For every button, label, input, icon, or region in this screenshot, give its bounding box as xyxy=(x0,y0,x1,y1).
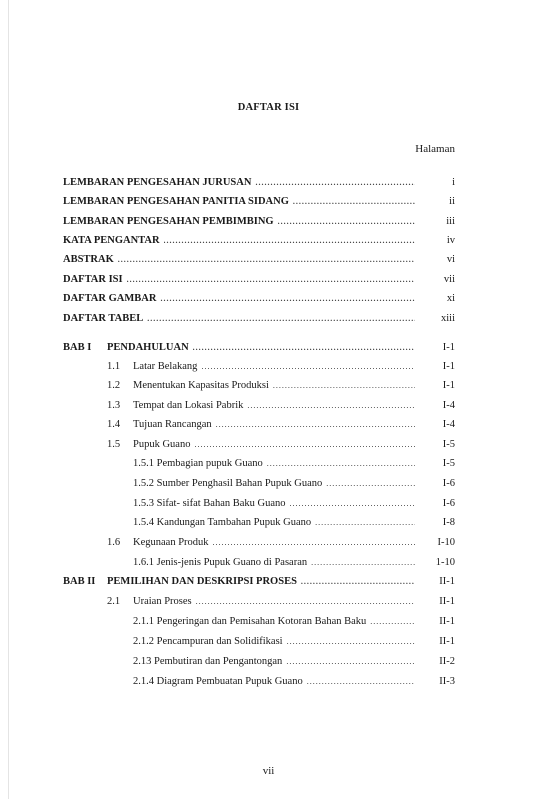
toc-entry-label: Tujuan Rancangan xyxy=(133,419,212,430)
toc-entry-page: xiii xyxy=(440,313,455,324)
page-number-footer: vii xyxy=(262,765,275,777)
toc-entry-label: Uraian Proses xyxy=(133,596,192,607)
toc-entry-page: II-3 xyxy=(439,676,455,687)
halaman-label: Halaman xyxy=(415,143,455,155)
toc-entry-label: PENDAHULUAN xyxy=(107,342,189,353)
toc-entry-label: 1.5.3 Sifat- sifat Bahan Baku Guano xyxy=(133,498,286,509)
toc-entry-page: I-6 xyxy=(442,498,455,509)
dot-leader xyxy=(118,255,415,264)
toc-entry-label: 1.5.2 Sumber Penghasil Bahan Pupuk Guano xyxy=(133,478,323,489)
toc-entry-page: I-5 xyxy=(442,458,455,469)
dot-leader xyxy=(213,538,415,547)
toc-entry xyxy=(63,235,455,251)
dot-leader xyxy=(193,343,415,352)
dot-leader xyxy=(370,617,415,626)
toc-entry-label: LEMBARAN PENGESAHAN PANITIA SIDANG xyxy=(63,196,289,207)
toc-entry-page: I-1 xyxy=(442,361,455,372)
dot-leader xyxy=(290,499,415,508)
toc-section-entry xyxy=(107,537,455,553)
toc-section-number: 1.4 xyxy=(107,419,121,430)
toc-subsection-entry xyxy=(133,517,455,533)
toc-entry-page: I-4 xyxy=(442,419,455,430)
toc-entry-page: ii xyxy=(449,196,455,207)
toc-entry xyxy=(63,254,455,270)
toc-section-entry xyxy=(107,439,455,455)
toc-entry-page: I-6 xyxy=(442,478,455,489)
dot-leader xyxy=(293,197,415,206)
toc-entry-page: vii xyxy=(443,274,455,285)
toc-entry-label: Pupuk Guano xyxy=(133,439,191,450)
toc-chapter-entry xyxy=(63,342,455,358)
dot-leader xyxy=(311,558,415,567)
dot-leader xyxy=(315,518,415,527)
toc-entry-page: vi xyxy=(446,254,455,265)
toc-section-entry xyxy=(107,596,455,612)
dot-leader xyxy=(273,381,415,390)
toc-chapter-number: BAB I xyxy=(63,342,92,353)
toc-entry xyxy=(63,293,455,309)
toc-entry xyxy=(63,274,455,290)
scan-margin-line xyxy=(8,0,9,799)
toc-entry-page: I-4 xyxy=(442,400,455,411)
page-title: DAFTAR ISI xyxy=(237,102,300,113)
toc-entry-page: i xyxy=(452,177,455,188)
toc-entry-page: I-10 xyxy=(437,537,455,548)
toc-entry xyxy=(63,313,455,329)
toc-subsection-entry xyxy=(133,636,455,652)
toc-section-entry xyxy=(107,361,455,377)
toc-entry-label: 2.1.1 Pengeringan dan Pemisahan Kotoran Bahan Baku xyxy=(133,616,367,627)
toc-entry-label: LEMBARAN PENGESAHAN PEMBIMBING xyxy=(63,216,274,227)
toc-section-number: 1.2 xyxy=(107,380,121,391)
dot-leader xyxy=(247,401,415,410)
toc-entry-page: I-5 xyxy=(442,439,455,450)
dot-leader xyxy=(127,275,415,284)
dot-leader xyxy=(194,440,415,449)
dot-leader xyxy=(160,294,415,303)
toc-entry-label: KATA PENGANTAR xyxy=(63,235,160,246)
dot-leader xyxy=(301,577,415,586)
toc-entry-label: DAFTAR GAMBAR xyxy=(63,293,157,304)
toc-subsection-entry xyxy=(133,656,455,672)
toc-entry-page: iii xyxy=(446,216,455,227)
dot-leader xyxy=(287,637,415,646)
toc-subsection-entry xyxy=(133,557,455,573)
toc-entry-label: 1.5.1 Pembagian pupuk Guano xyxy=(133,458,263,469)
toc-section-number: 1.5 xyxy=(107,439,121,450)
toc-entry-page: II-1 xyxy=(439,616,455,627)
dot-leader xyxy=(216,420,415,429)
toc-entry-page: xi xyxy=(446,293,455,304)
dot-leader xyxy=(147,314,415,323)
dot-leader xyxy=(255,178,415,187)
dot-leader xyxy=(164,236,415,245)
toc-subsection-entry xyxy=(133,478,455,494)
toc-entry-page: II-1 xyxy=(439,596,455,607)
toc-entry-label: 2.1.4 Diagram Pembuatan Pupuk Guano xyxy=(133,676,303,687)
toc-entry-label: 1.6.1 Jenis-jenis Pupuk Guano di Pasaran xyxy=(133,557,308,568)
toc-entry-label: 2.1.2 Pencampuran dan Solidifikasi xyxy=(133,636,283,647)
dot-leader xyxy=(326,479,415,488)
toc-entry-page: II-1 xyxy=(439,576,455,587)
toc-entry-label: Menentukan Kapasitas Produksi xyxy=(133,380,269,391)
toc-section-number: 1.3 xyxy=(107,400,121,411)
toc-entry-label: 2.13 Pembutiran dan Pengantongan xyxy=(133,656,283,667)
dot-leader xyxy=(286,657,415,666)
toc-subsection-entry xyxy=(133,458,455,474)
dot-leader xyxy=(201,362,415,371)
dot-leader xyxy=(278,217,415,226)
toc-entry-label: PEMILIHAN DAN DESKRIPSI PROSES xyxy=(107,576,297,587)
toc-entry-label: 1.5.4 Kandungan Tambahan Pupuk Guano xyxy=(133,517,312,528)
toc-entry xyxy=(63,177,455,193)
toc-subsection-entry xyxy=(133,676,455,692)
toc-entry-page: I-1 xyxy=(442,342,455,353)
toc-entry-page: iv xyxy=(446,235,455,246)
toc-entry-label: Tempat dan Lokasi Pabrik xyxy=(133,400,244,411)
toc-chapter-number: BAB II xyxy=(63,576,96,587)
toc-entry-label: ABSTRAK xyxy=(63,254,114,265)
toc-entry-label: DAFTAR ISI xyxy=(63,274,123,285)
toc-entry-label: Latar Belakang xyxy=(133,361,198,372)
toc-entry-page: I-1 xyxy=(442,380,455,391)
toc-section-entry xyxy=(107,400,455,416)
dot-leader xyxy=(196,597,415,606)
toc-section-entry xyxy=(107,380,455,396)
dot-leader xyxy=(267,459,415,468)
toc-entry xyxy=(63,196,455,212)
toc-subsection-entry xyxy=(133,498,455,514)
toc-entry-page: I-8 xyxy=(442,517,455,528)
toc-section-number: 2.1 xyxy=(107,596,121,607)
toc-entry-page: II-1 xyxy=(439,636,455,647)
toc-entry xyxy=(63,216,455,232)
toc-section-entry xyxy=(107,419,455,435)
toc-subsection-entry xyxy=(133,616,455,632)
dot-leader xyxy=(307,677,415,686)
toc-entry-label: DAFTAR TABEL xyxy=(63,313,144,324)
toc-section-number: 1.1 xyxy=(107,361,121,372)
toc-entry-page: 1-10 xyxy=(435,557,455,568)
toc-chapter-entry xyxy=(63,576,455,592)
toc-section-number: 1.6 xyxy=(107,537,121,548)
toc-entry-label: LEMBARAN PENGESAHAN JURUSAN xyxy=(63,177,252,188)
toc-entry-page: II-2 xyxy=(439,656,455,667)
toc-entry-label: Kegunaan Produk xyxy=(133,537,209,548)
